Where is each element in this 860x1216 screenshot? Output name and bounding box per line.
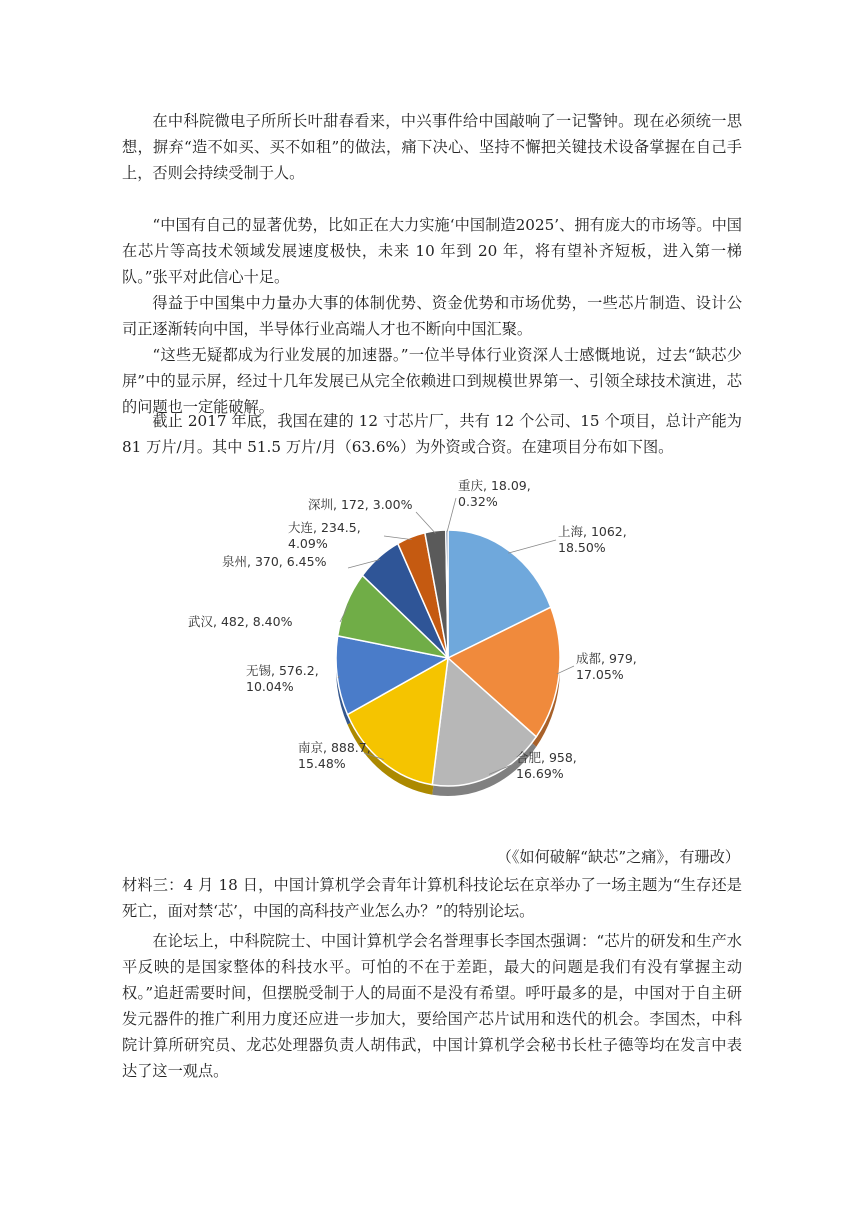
data-label-武汉: 武汉, 482, 8.40%	[188, 614, 293, 629]
data-label-合肥: 合肥, 958, 16.69%	[516, 750, 577, 781]
data-label-大连: 大连, 234.5, 4.09%	[288, 520, 361, 551]
material-three-body: 在论坛上，中科院院士、中国计算机学会名誉理事长李国杰强调：“芯片的研发和生产水平反映的是国家整体的科技水平。可怕的不在于差距，最大的问题是我们有没有掌握主动权。”追赶需要时间，但摆脱受制于人的局面不是没有希望。呼吁最多的是，中国对于自主研发元器件的推广利用力度还应进一步加大，要给国产芯片试用和迭代的机会。李国杰，中科院计算所研究员、龙芯处理器负责人胡伟武，中国计算机学会秘书长杜子德等均在发言中表达了这一观点。	[122, 932, 742, 1080]
paragraph: 得益于中国集中力量办大事的体制优势、资金优势和市场优势，一些芯片制造、设计公司正逐渐转向中国，半导体行业高端人才也不断向中国汇聚。	[122, 294, 742, 338]
data-label-南京: 南京, 888.7, 15.48%	[298, 740, 371, 771]
material-three-intro: 材料三：4 月 18 日，中国计算机学会青年计算机科技论坛在京举办了一场主题为“生存还是死亡，面对禁‘芯’，中国的高科技产业怎么办？”的特别论坛。	[122, 876, 742, 920]
source-citation: （《如何破解“缺芯”之痛》，有珊改）	[496, 848, 740, 866]
data-label-重庆: 重庆, 18.09, 0.32%	[458, 478, 531, 509]
paragraph: 截止 2017 年底，我国在建的 12 寸芯片厂，共有 12 个公司、15 个项目，总计产能为 81 万片/月。其中 51.5 万片/月（63.6%）为外资或合资。在建项目分布如下图。	[122, 412, 742, 456]
paragraph: “中国有自己的显著优势，比如正在大力实施‘中国制造2025’、拥有庞大的市场等。中国在芯片等高技术领域发展速度极快，未来 10 年到 20 年，将有望补齐短板，进入第一梯队。”张平对此信心十足。	[122, 216, 742, 286]
paragraph: “这些无疑都成为行业发展的加速器。”一位半导体行业资深人士感慨地说，过去“缺芯少屏”中的显示屏，经过十几年发展已从完全依赖进口到规模世界第一、引领全球技术演进，芯的问题也一定能破解。	[122, 346, 742, 416]
data-label-深圳: 深圳, 172, 3.00%	[308, 497, 413, 512]
data-label-上海: 上海, 1062, 18.50%	[558, 524, 627, 555]
paragraph: 在中科院微电子所所长叶甜春看来，中兴事件给中国敲响了一记警钟。现在必须统一思想，摒弃“造不如买、买不如租”的做法，痛下决心、坚持不懈把关键技术设备掌握在自己手上，否则会持续受制于人。	[122, 112, 742, 182]
data-label-泉州: 泉州, 370, 6.45%	[222, 554, 327, 569]
data-label-无锡: 无锡, 576.2, 10.04%	[246, 663, 319, 694]
data-label-成都: 成都, 979, 17.05%	[576, 651, 637, 682]
pie-chart	[168, 470, 688, 840]
